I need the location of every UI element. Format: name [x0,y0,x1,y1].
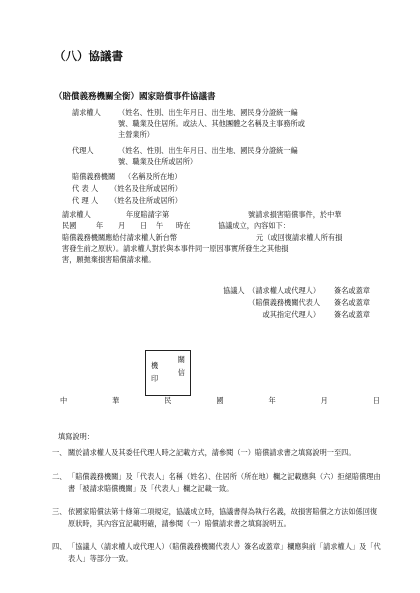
agent-desc-1: （姓名、性別、出生年月日、出生地、國民身分證統一編 [118,146,298,155]
obligor-value: （名稱及所在地） [124,172,182,181]
body-noon: 午 [156,221,164,230]
claimant-desc-3: 主營業所） [118,130,154,139]
note-text: 依國家賠償法第十條第二項規定，協議成立時，協議書得為執行名義，故損害賠償之方法如係回復原狀時，其內容宜記載明確，請參閱（一）賠償請求書之填寫說明五。 [68,507,378,528]
date-char: 國 [216,396,224,405]
claimant-desc-1: （姓名、性別、出生年月日、出生地、國民身分證統一編 [118,108,298,117]
seal-char: 印 [151,374,159,383]
note-text: 「協議人（請求權人或代理人）（賠償義務機關代表人）簽名或蓋章」欄應與前「請求權人」及「代表人」等部分一致。 [68,542,381,563]
signature-party: （賠償義務機關代表人 [248,298,321,307]
agent2-label: 代 理 人 [72,196,99,205]
signature-party: 或其指定代理人） [262,310,321,319]
note-text: 關於請求權人及其委任代理人時之記載方式，請參閱（一）賠償請求書之填寫說明一至四。 [68,448,356,457]
date-char: 日 [372,396,380,405]
obligor-label: 賠償義務機關 [72,172,116,181]
note-number: 四、 [52,542,67,551]
representative-value: （姓名及住所或居所） [110,184,182,193]
seal-char: 信 [177,368,185,377]
date-char: 中 [60,396,68,405]
body-line5: 害，願拋棄損害賠償請求權。 [62,255,156,264]
seal-char: 機 [151,361,159,370]
body-line4: 害發生前之原狀）。請求權人對於與本事件同一原因事實所發生之其他損 [62,244,289,253]
note-number: 三、 [52,507,67,516]
notes-title: 填寫說明： [58,432,94,441]
body-case-year: 年度賠請字第 [126,210,170,219]
body-month: 月 [118,221,126,230]
note-item [52,471,382,494]
agent-desc-2: 號、職業及住所或居所） [118,157,198,166]
claimant-desc-2: 號、職業及住居所。或法人、其他團體之名稱及主事務所或 [118,119,305,128]
signature-label: 簽名或蓋章 [334,310,370,319]
body-amount: 元（或回復請求權人所有損 [256,233,343,242]
note-number: 二、 [52,472,67,481]
date-char: 民 [164,396,172,405]
signature-row [150,285,370,297]
seal-char: 關 [177,355,185,364]
body-claimant: 請求權人 [62,210,91,219]
date-row [60,396,380,406]
body-payment: 賠償義務機關應給付請求權人新台幣 [62,233,178,242]
body-time: 時在 [176,221,191,230]
signature-row [150,309,370,321]
signature-block [150,285,370,321]
body-year: 年 [96,221,104,230]
note-text: 「賠償義務機關」及「代表人」名稱（姓名）、住居所（所在地）欄之記載應與（六）拒絕賠償理由書「被請求賠償機關」及「代表人」欄之記載一致。 [68,472,381,493]
agent-label: 代理人 [72,146,94,155]
document-title: （賠償義務機關全銜）國家賠償事件協議書 [54,92,216,102]
body-day: 日 [140,221,148,230]
signature-row [150,297,370,309]
signature-party: 協議人 （請求權人或代理人） [223,286,321,295]
note-item [52,447,382,459]
date-char: 華 [112,396,120,405]
note-number: 一、 [52,448,67,457]
note-item [52,541,382,564]
date-char: 年 [268,396,276,405]
agent2-value: （姓名及住所或居所） [110,196,182,205]
signature-label: 簽名或蓋章 [334,298,370,307]
official-seal-box [145,350,191,396]
signature-label: 簽名或蓋章 [334,286,370,295]
representative-label: 代 表 人 [72,184,99,193]
body-roc: 民國 [62,221,77,230]
date-char: 月 [320,396,328,405]
section-heading: （八）協議書 [54,49,123,63]
note-item [52,506,382,529]
body-case-no: 號請求損害賠償事件，於中華 [248,210,342,219]
claimant-label: 請求權人 [72,108,101,117]
body-agreement: 協議成立，內容如下： [218,221,290,230]
